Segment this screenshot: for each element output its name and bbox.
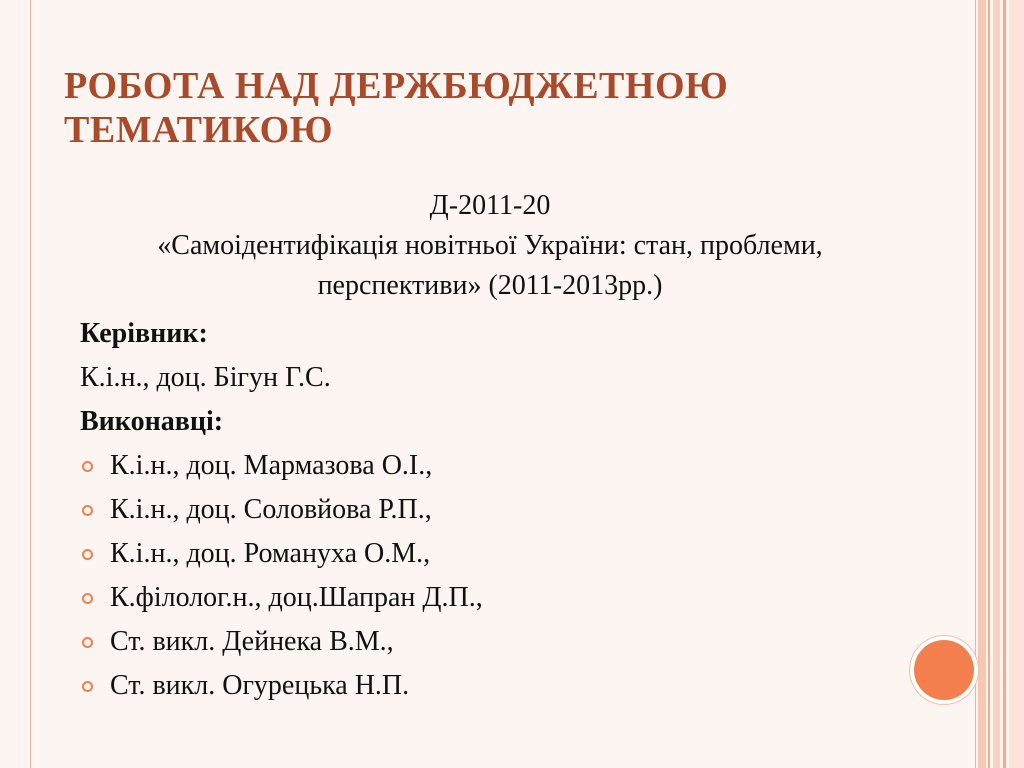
executor-item	[80, 576, 940, 620]
executors-heading: Виконавці:	[80, 406, 224, 437]
decorative-stripe	[993, 0, 1000, 768]
decorative-stripe	[1003, 0, 1006, 768]
supervisor-name: К.і.н., доц. Бігун Г.С.	[80, 362, 331, 393]
executor-name: Ст. викл. Огурецька Н.П.	[110, 670, 410, 701]
grant-block	[80, 186, 900, 306]
executor-name: К.і.н., доц. Соловйова Р.П.,	[110, 494, 432, 525]
executor-item	[80, 620, 940, 664]
circle-bullet-icon	[82, 461, 93, 472]
circle-bullet-icon	[82, 681, 93, 692]
orange-circle-decoration	[914, 640, 974, 700]
executor-item	[80, 444, 940, 488]
executor-name: К.і.н., доц. Мармазова О.І.,	[110, 450, 433, 481]
circle-bullet-icon	[82, 637, 93, 648]
grant-code: Д-2011-20	[429, 190, 551, 221]
executor-item	[80, 664, 940, 708]
circle-bullet-icon	[82, 549, 93, 560]
executor-name: К.філолог.н., доц.Шапран Д.П.,	[110, 582, 483, 613]
slide-body	[80, 312, 940, 708]
executor-item	[80, 488, 940, 532]
circle-bullet-icon	[82, 505, 93, 516]
executor-item	[80, 532, 940, 576]
decorative-stripe	[978, 0, 986, 768]
slide-title: РОБОТА НАД ДЕРЖБЮДЖЕТНОЮ ТЕМАТИКОЮ	[64, 65, 729, 151]
circle-bullet-icon	[82, 593, 93, 604]
decorative-stripe	[988, 0, 990, 768]
executors-list	[80, 444, 940, 708]
grant-topic: «Самоідентифікація новітньої України: стан, проблеми, перспективи» (2011-2013рр.)	[157, 230, 823, 301]
executor-name: К.і.н., доц. Романуха О.М.,	[110, 538, 431, 569]
executor-name: Ст. викл. Дейнека В.М.,	[110, 626, 394, 657]
decorative-stripe	[1009, 0, 1024, 768]
supervisor-heading: Керівник:	[80, 318, 208, 349]
